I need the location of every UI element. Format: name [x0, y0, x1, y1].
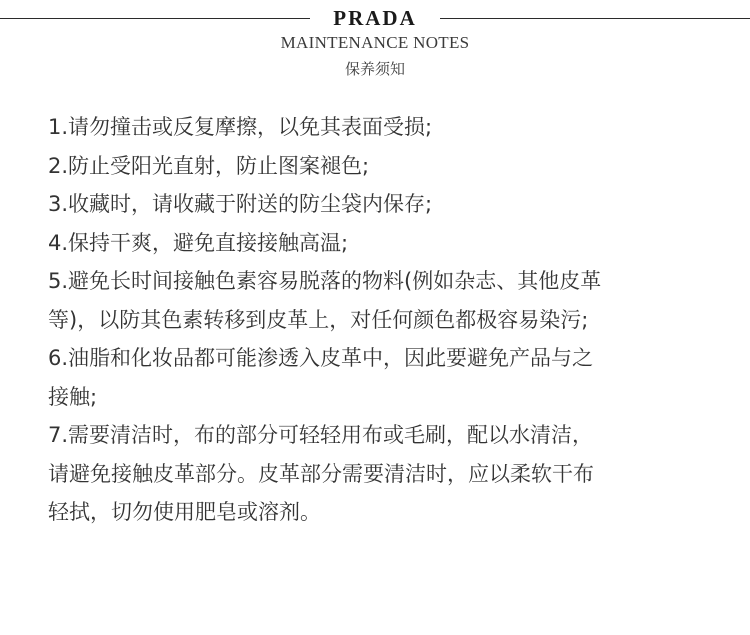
note-line: 7.需要清洁时，布的部分可轻轻用布或毛刷，配以水清洁， [48, 423, 594, 447]
header [0, 0, 750, 90]
header-rule-right [440, 18, 750, 19]
note-line: 2.防止受阳光直射，防止图案褪色; [48, 153, 370, 178]
note-line: 请避免接触皮革部分。皮革部分需要清洁时，应以柔软干布 [48, 461, 594, 486]
note-line: 接触; [48, 384, 98, 409]
maintenance-notes [48, 108, 708, 532]
subtitle-chinese: 保养须知 [344, 60, 405, 78]
note-line: 6.油脂和化妆品都可能渗透入皮革中，因此要避免产品与之 [48, 346, 594, 370]
note-line: 等)，以防其色素转移到皮革上，对任何颜色都极容易染污; [48, 307, 589, 332]
brand-logo: PRADA [333, 6, 417, 30]
note-line: 1.请勿撞击或反复摩擦，以免其表面受损; [48, 115, 433, 139]
note-line: 4.保持干爽，避免直接接触高温; [48, 230, 349, 255]
header-rule-left [0, 18, 310, 19]
note-line: 3.收藏时，请收藏于附送的防尘袋内保存; [48, 192, 433, 216]
note-line: 5.避免长时间接触色素容易脱落的物料(例如杂志、其他皮革 [48, 269, 602, 293]
subtitle-english: MAINTENANCE NOTES [280, 33, 470, 52]
note-line: 轻拭，切勿使用肥皂或溶剂。 [48, 500, 321, 524]
